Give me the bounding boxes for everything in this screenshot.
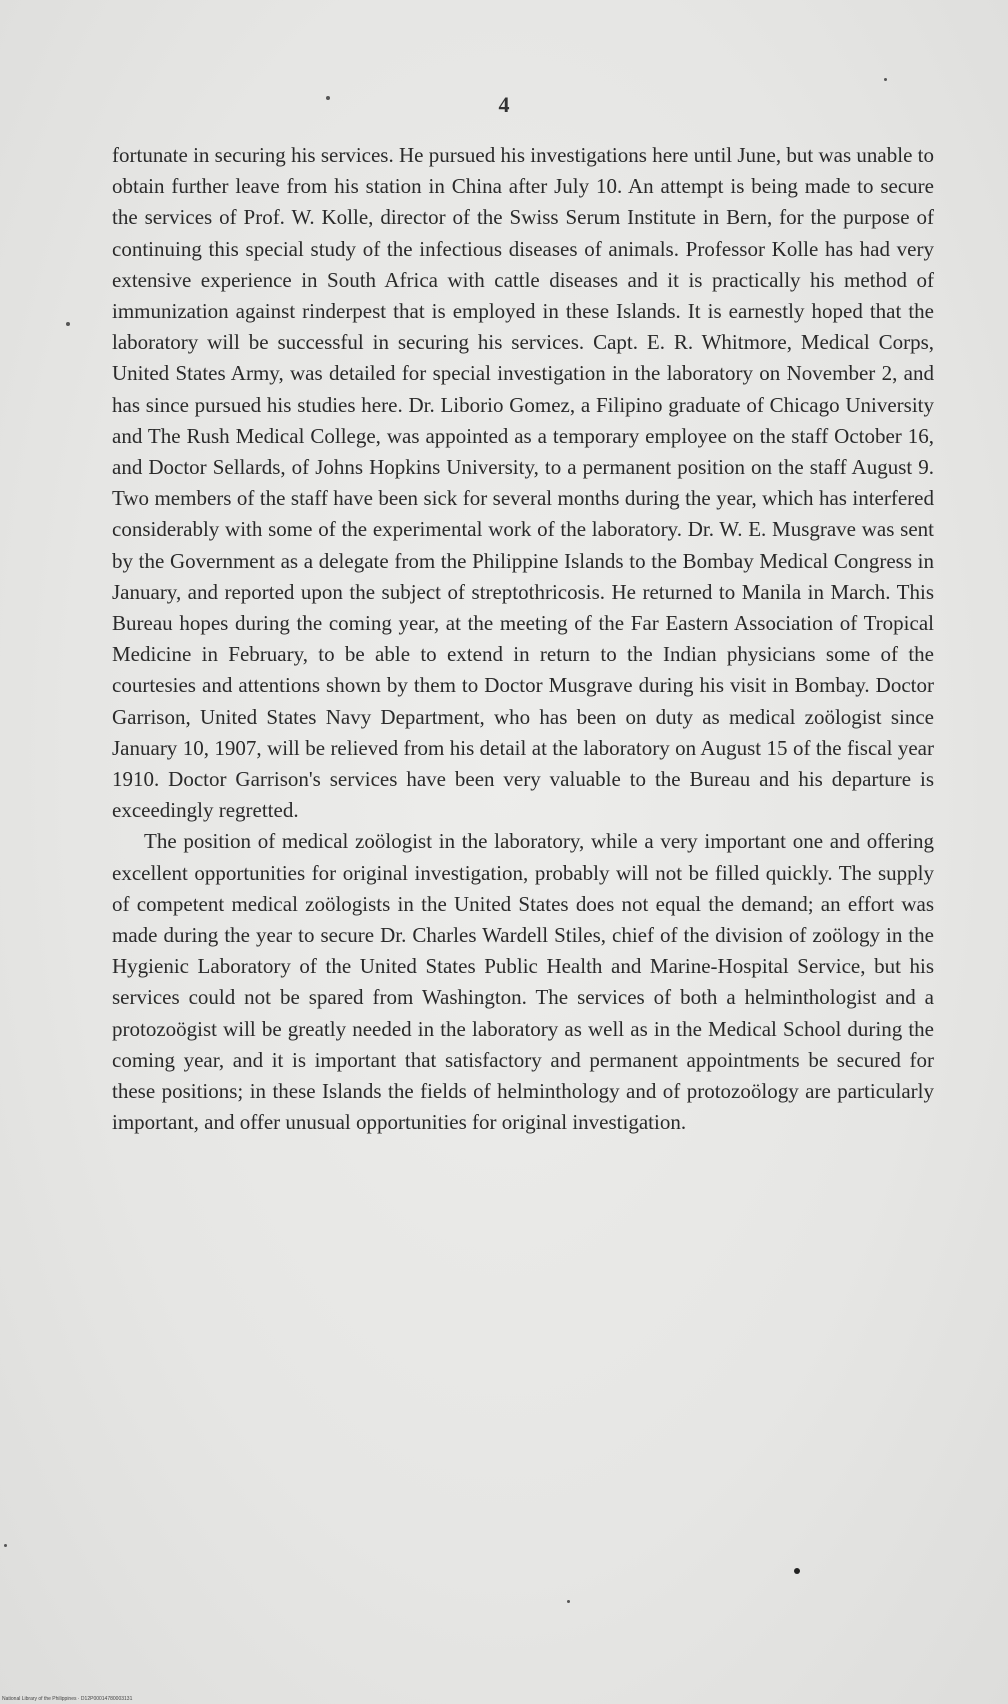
paragraph-medical-zoologist: The position of medical zoölogist in the laboratory, while a very important one and offering excellent opportunities for original investigation, probably will not be filled quickly. The supply of competent medical zoölogists in the United States does not equal the demand; an effort was made during the year to secure Dr. Charles Wardell Stiles, chief of the division of zoölogy in the Hygienic Laboratory of the United States Public Health and Marine-Hospital Service, but his services could not be spared from Washington. The services of both a helminthologist and a protozoögist will be greatly needed in the laboratory as well as in the Medical School during the coming year, and it is important that satisfactory and permanent appointments be secured for these positions; in these Islands the fields of helminthology and of protozoölogy are particularly important, and offer unusual opportunities for original investigation.	[112, 829, 934, 1135]
scan-speck	[326, 96, 330, 100]
scan-speck	[4, 1544, 7, 1547]
body-text	[112, 140, 934, 1139]
scan-speck	[884, 78, 887, 81]
scan-speck	[794, 1568, 800, 1574]
scan-speck	[66, 322, 70, 326]
page-number: 4	[498, 92, 510, 117]
scan-speck	[567, 1600, 570, 1603]
paragraph-continuation: fortunate in securing his services. He pursued his investigations here until June, but was unable to obtain further leave from his station in China after July 10. An attempt is being made to secure the services of Prof. W. Kolle, director of the Swiss Serum Institute in Bern, for the purpose of continuing this special study of the infectious diseases of animals. Professor Kolle has had very extensive experience in South Africa with cattle diseases and it is practically his method of immunization against rinderpest that is employed in these Islands. It is earnestly hoped that the laboratory will be successful in securing his services. Capt. E. R. Whitmore, Medical Corps, United States Army, was detailed for special investigation in the laboratory on November 2, and has since pursued his studies here. Dr. Liborio Gomez, a Filipino graduate of Chicago University and The Rush Medical College, was appointed as a temporary employee on the staff October 16, and Doctor Sellards, of Johns Hopkins University, to a permanent position on the staff August 9. Two members of the staff have been sick for several months during the year, which has interfered considerably with some of the experimental work of the laboratory. Dr. W. E. Musgrave was sent by the Government as a delegate from the Philippine Islands to the Bombay Medical Congress in January, and reported upon the subject of streptothricosis. He returned to Manila in March. This Bureau hopes during the coming year, at the meeting of the Far Eastern Association of Tropical Medicine in February, to be able to extend in return to the Indian physicians some of the courtesies and attentions shown by them to Doctor Musgrave during his visit in Bombay. Doctor Garrison, United States Navy Department, who has been on duty as medical zoölogist since January 10, 1907, will be relieved from his detail at the laboratory on August 15 of the fiscal year 1910. Doctor Garrison's services have been very valuable to the Bureau and his departure is exceedingly regretted.	[112, 143, 934, 823]
footer-credit: National Library of the Philippines · D12P00014780003131	[2, 1696, 133, 1702]
